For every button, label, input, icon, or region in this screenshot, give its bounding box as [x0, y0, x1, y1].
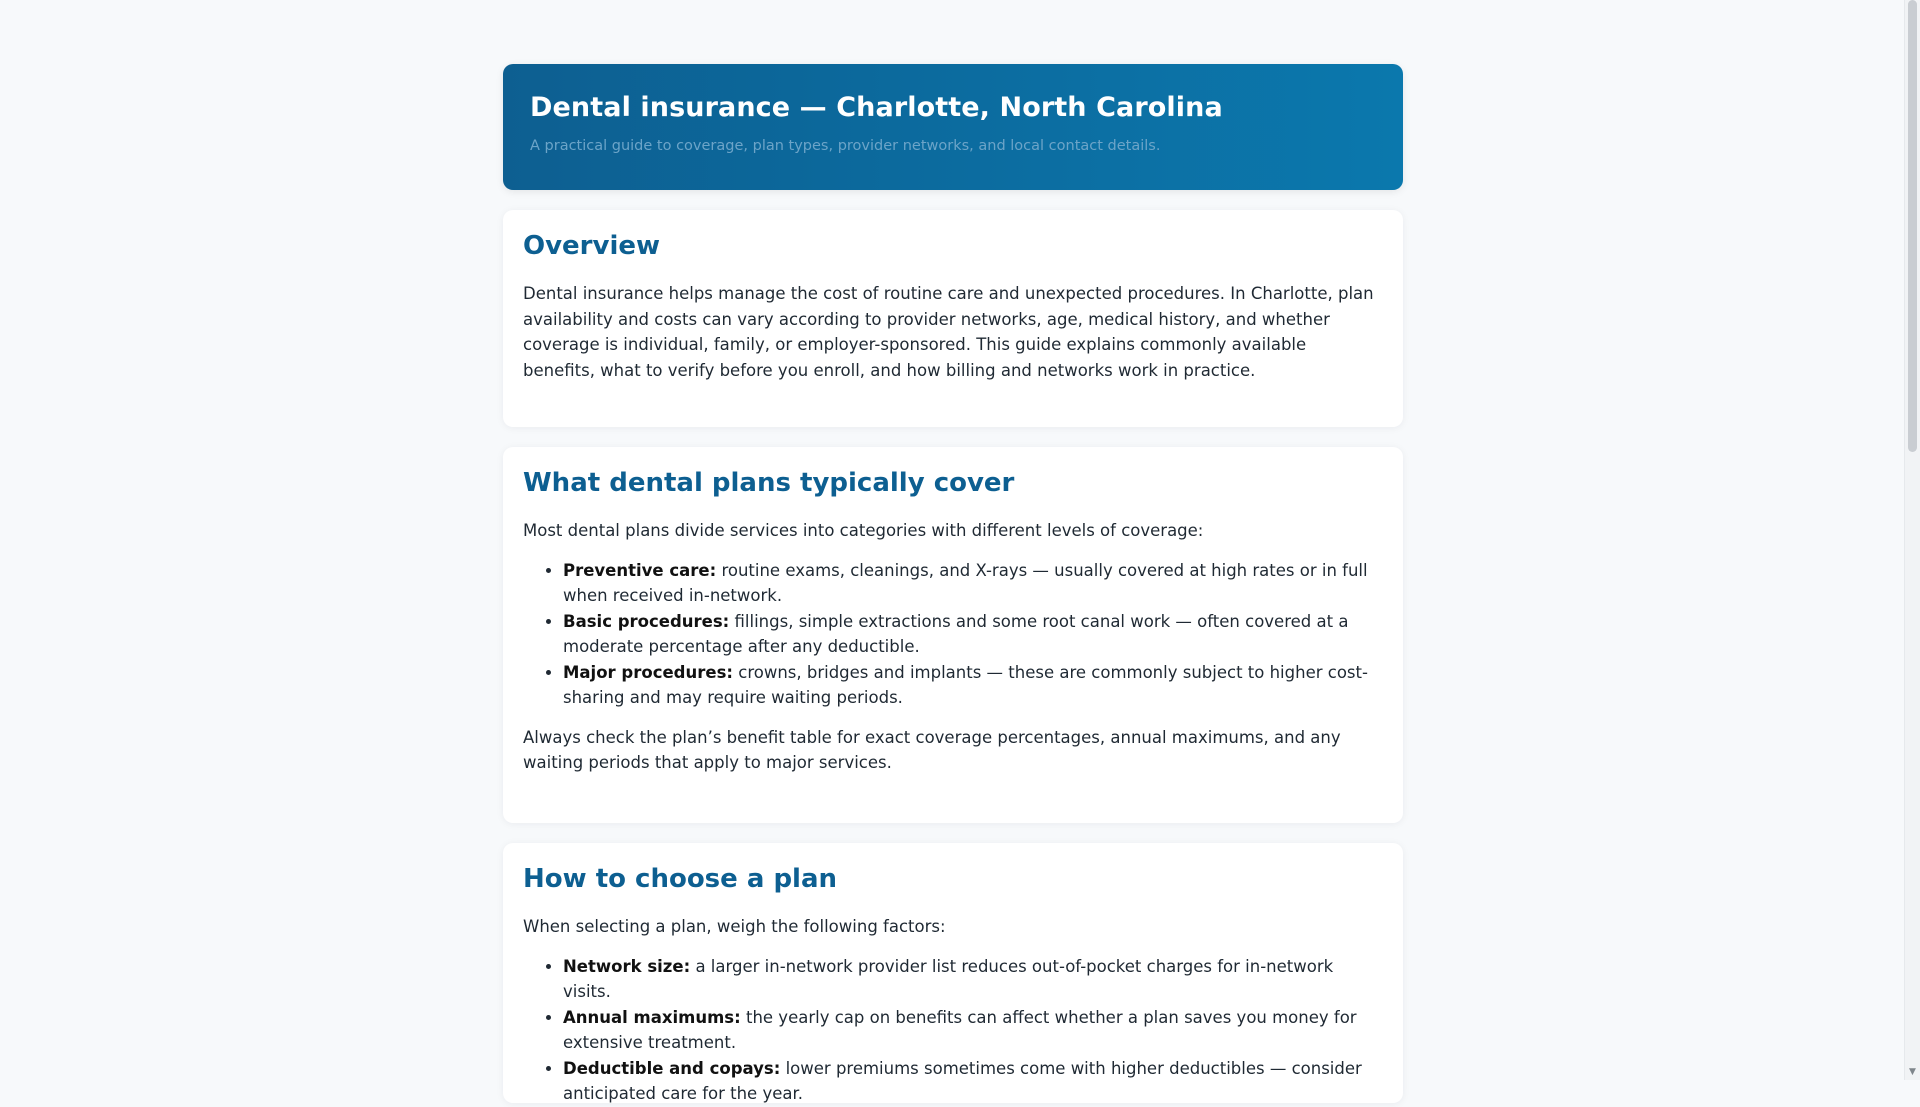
choose-plan-list-item [563, 1056, 1383, 1107]
coverage-item-label: Major procedures: [563, 662, 733, 682]
coverage-item-text: crowns, bridges and implants — these are commonly subject to higher cost-sharing and may require waiting periods. [563, 662, 1368, 707]
overview-section [503, 210, 1403, 427]
choose-plan-item-label: Network size: [563, 956, 691, 976]
coverage-heading: What dental plans typically cover [523, 468, 1015, 498]
coverage-item-label: Preventive care: [563, 560, 717, 580]
choose-plan-item-text: a larger in-network provider list reduces out-of-pocket charges for in-network visits. [563, 956, 1334, 1001]
coverage-item-text: routine exams, cleanings, and X-rays — usually covered at high rates or in full when received in-network. [563, 560, 1368, 605]
coverage-list-item [563, 609, 1383, 660]
page-subtitle: A practical guide to coverage, plan types, provider networks, and local contact details. [530, 138, 1161, 154]
coverage-list-item [563, 558, 1383, 609]
choose-plan-list-item [563, 1005, 1383, 1056]
coverage-list-item [563, 660, 1383, 711]
coverage-list [523, 558, 1383, 711]
choose-plan-section [503, 843, 1403, 1103]
choose-plan-item-label: Deductible and copays: [563, 1058, 781, 1078]
scrollbar-thumb[interactable] [1908, 0, 1917, 452]
overview-paragraph: Dental insurance helps manage the cost of routine care and unexpected procedures. In Charlotte, plan availability and costs can vary according to provider networks, age, medical history, and whether coverage is individual, family, or employer-sponsored. This guide explains commonly available benefits, what to verify before you enroll, and how billing and networks work in practice. [523, 284, 1374, 380]
choose-plan-heading: How to choose a plan [523, 864, 838, 894]
choose-plan-item-label: Annual maximums: [563, 1007, 741, 1027]
scroll-down-icon[interactable]: ▼ [1909, 1067, 1916, 1077]
overview-heading: Overview [523, 231, 661, 261]
coverage-section [503, 447, 1403, 823]
page-title: Dental insurance — Charlotte, North Carolina [530, 92, 1223, 123]
coverage-item-text: fillings, simple extractions and some root canal work — often covered at a moderate percentage after any deductible. [563, 611, 1349, 656]
choose-plan-item-text: the yearly cap on benefits can affect whether a plan saves you money for extensive treatment. [563, 1007, 1357, 1052]
choose-plan-intro: When selecting a plan, weigh the following factors: [523, 917, 946, 936]
hero-banner [503, 64, 1403, 190]
choose-plan-list-item [563, 954, 1383, 1005]
vertical-scrollbar[interactable] [1904, 0, 1920, 1080]
article-container [503, 64, 1403, 1103]
coverage-outro: Always check the plan’s benefit table for exact coverage percentages, annual maximums, and any waiting periods that apply to major services. [523, 727, 1341, 772]
coverage-intro: Most dental plans divide services into categories with different levels of coverage: [523, 521, 1204, 540]
choose-plan-item-text: lower premiums sometimes come with higher deductibles — consider anticipated care for the year. [563, 1058, 1362, 1103]
coverage-item-label: Basic procedures: [563, 611, 730, 631]
choose-plan-list [523, 954, 1383, 1107]
